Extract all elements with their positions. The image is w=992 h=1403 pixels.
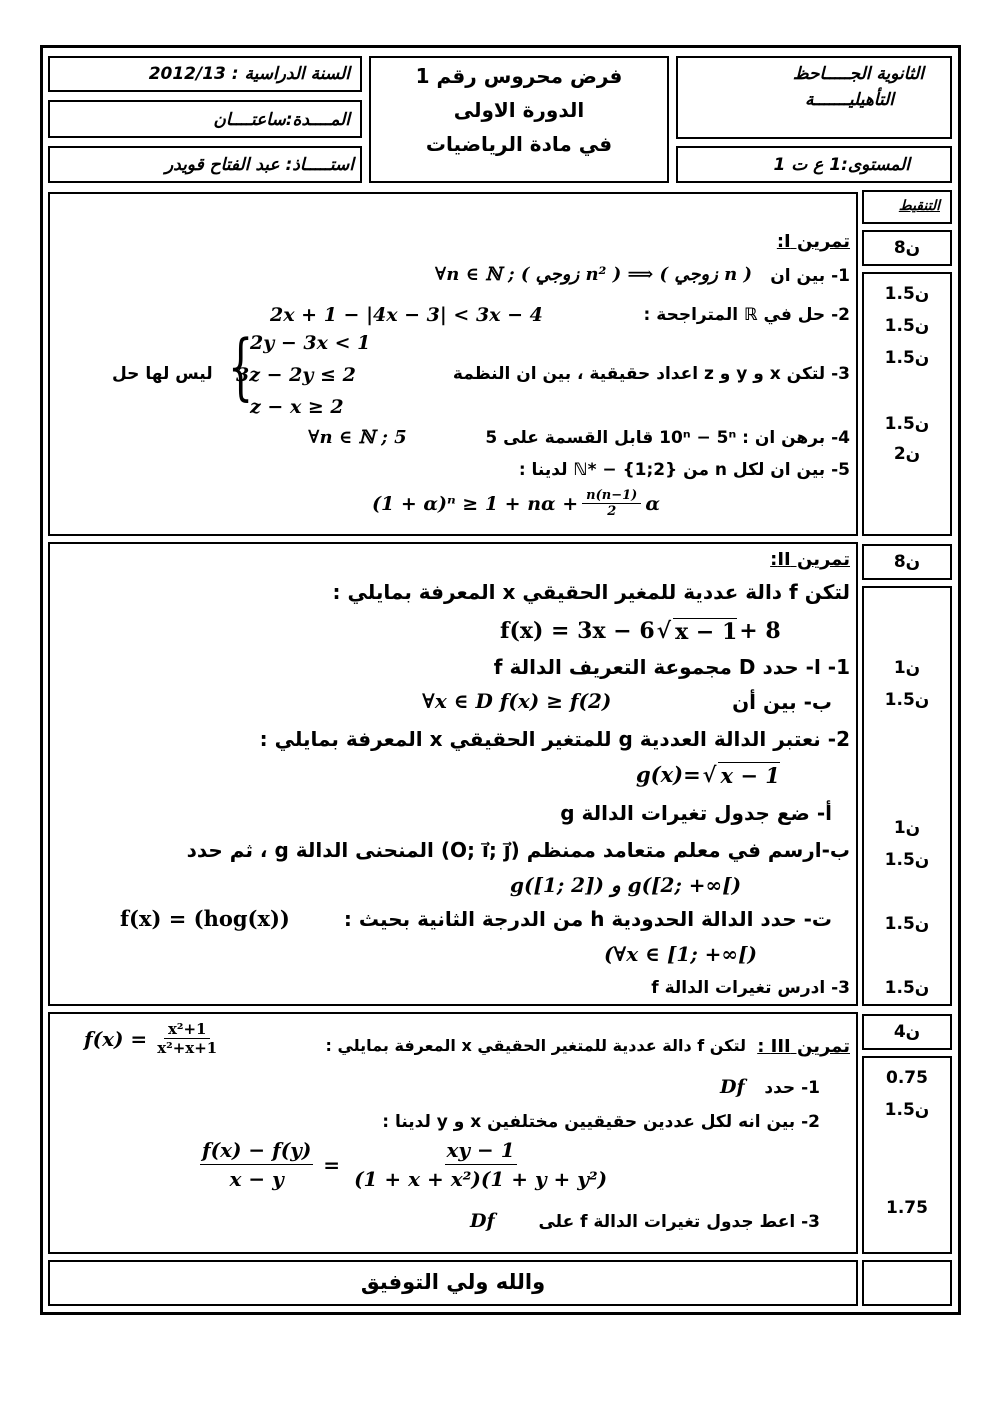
q3-2-text: 2- بين انه لكل عددين حقيقيين مختلفين x و y لدينا : [382, 1112, 820, 1132]
score-1-3: 1.5ن [884, 348, 930, 368]
duration: المــــدة:ساعتــــان [213, 110, 350, 130]
q1-5-numerator: n(n−1) [582, 488, 641, 504]
ex3-f-numerator: x²+1 [164, 1020, 211, 1039]
q1-1-text: 1- بين ان [770, 266, 850, 286]
q3-1-math: Df [720, 1076, 745, 1098]
year-box [48, 56, 362, 92]
g-def-lhs: g(x)= [636, 762, 701, 787]
level-box [676, 146, 952, 183]
ex3-f-definition [84, 1020, 221, 1057]
exercise-1-scores-box [862, 272, 952, 536]
ex3-identity [200, 1138, 611, 1191]
exercise-2-scores-box [862, 586, 952, 1006]
q3-1-text: 1- حدد [764, 1078, 820, 1098]
score-2-4: 1.5ن [884, 850, 930, 870]
q1-4-math: ∀n ∈ ℕ ; 5 [308, 427, 407, 448]
ex3-lhs-fraction [200, 1138, 313, 1191]
ex3-lhs-denominator: x − y [229, 1167, 284, 1191]
q2-2c: ت- حدد الدالة الحدودية h من الدرجة الثانية بحيث : [343, 907, 832, 931]
exercise-3-scores-box [862, 1056, 952, 1254]
teacher-box [48, 146, 362, 183]
ex3-f-lhs: f(x) = [84, 1026, 148, 1051]
q2-1a: 1- ا- حدد D مجموعة التعريف الدالة f [493, 655, 850, 679]
exercise-2-total: 8ن [893, 552, 921, 572]
q2-3: 3- ادرس تغيرات الدالة f [651, 978, 850, 998]
ex3-rhs-numerator: xy − 1 [445, 1138, 517, 1165]
q1-4-text: 4- برهن ان : 10ⁿ − 5ⁿ قابل القسمة على 5 [485, 428, 850, 448]
ex3-rhs-fraction [350, 1138, 611, 1191]
score-3-3: 1.75 [886, 1198, 928, 1218]
ex3-f-denominator: x²+x+1 [157, 1039, 218, 1057]
ex3-f-fraction [153, 1020, 221, 1057]
exercise-3-intro: لتكن f دالة عددية للمتغير الحقيقي x المعرفة بمايلي : [325, 1036, 746, 1055]
title-box [369, 56, 669, 183]
grading-label: التنقيط [898, 198, 940, 214]
system-eq-2: 3z − 2y ≤ 2 [236, 364, 356, 386]
equals-sign: = [323, 1152, 341, 1177]
score-1-4: 1.5ن [884, 414, 930, 434]
q1-5-rhs: α [645, 492, 660, 515]
q3-3-math: Df [470, 1210, 495, 1232]
q3-3-text: 3- اعط جدول تغيرات الدالة f على [538, 1212, 820, 1232]
grading-label-box [862, 190, 952, 224]
g-definition [636, 762, 780, 788]
sqrt-sign: √ [656, 618, 672, 644]
q1-2-text: 2- حل في ℝ المتراجحة : [643, 305, 850, 325]
ex3-rhs-denominator: (1 + x + x²)(1 + y + y²) [354, 1167, 608, 1191]
q2-1b-text: ب- بين أن [732, 690, 832, 714]
q2-2b-math: g([1; 2]) و g([2; +∞[) [510, 873, 742, 897]
footer-score-box [862, 1260, 952, 1306]
school-name: الثانوية الجـــــاحظ [792, 64, 924, 84]
f-definition [500, 618, 781, 645]
score-2-2: 1.5ن [884, 690, 930, 710]
exercise-2-title: تمرين II: [770, 549, 850, 570]
score-1-5: 2ن [893, 444, 921, 464]
q1-5-inequality [372, 488, 660, 519]
exam-subject: في مادة الرياضيات [425, 132, 613, 156]
f-def-rhs: + 8 [739, 618, 781, 644]
score-1-2: 1.5ن [884, 316, 930, 336]
q1-5-lhs: (1 + α)ⁿ ≥ 1 + nα + [372, 492, 579, 515]
q2-2: 2- نعتبر الدالة العددية g للمتغير الحقيقي x المعرفة بمايلي : [259, 727, 850, 751]
exercise-2-intro: لتكن f دالة عددية للمغير الحقيقي x المعرفة بمايلي : [332, 580, 850, 604]
exercise-3-total-box [862, 1014, 952, 1050]
q1-2-math: 2x + 1 − |4x − 3| < 3x − 4 [270, 304, 543, 326]
f-def-lhs: f(x) = 3x − 6 [500, 618, 655, 644]
q1-1-math: ∀n ∈ ℕ ; ( زوجي n² ) ⟹ ( زوجي n ) [434, 264, 752, 285]
exercise-1-title: تمرين I: [776, 231, 850, 252]
q1-3-text: 3- لتكن x و y و z اعداد حقيقية ، بين ان النظمة [452, 364, 850, 384]
score-3-1: 0.75 [886, 1068, 928, 1088]
footer-box [48, 1260, 858, 1306]
q2-2a: أ- ضع جدول تغيرات الدالة g [560, 801, 832, 825]
closing-note: والله ولي التوفيق [360, 1270, 546, 1294]
exercise-1-total: 8ن [893, 238, 921, 258]
q1-5-fraction [582, 488, 641, 519]
f-def-sqrt: x − 1 [675, 619, 738, 645]
exercise-3-total: 4ن [893, 1022, 921, 1042]
sqrt-sign-g: √ [702, 762, 717, 787]
exam-session: الدورة الاولى [453, 98, 585, 122]
exercise-1-total-box [862, 230, 952, 266]
teacher: استـــــاذ: عبد الفتاح قويدر [164, 155, 354, 175]
exam-title: فرض محروس رقم 1 [415, 64, 623, 88]
duration-box [48, 100, 362, 138]
score-2-6: 1.5ن [884, 978, 930, 998]
exercise-3-title: تمرين III : [757, 1036, 850, 1057]
school-box [676, 56, 952, 139]
score-2-3: 1ن [893, 818, 921, 838]
school-year: السنة الدراسية : 2012/13 [148, 64, 350, 84]
score-2-5: 1.5ن [884, 914, 930, 934]
system-brace: { [228, 324, 254, 408]
q2-2c-condition: (∀x ∈ [1; +∞[) [604, 942, 758, 966]
score-2-1: 1ن [893, 658, 921, 678]
q2-2c-math: f(x) = (hog(x)) [120, 906, 290, 931]
ex3-lhs-numerator: f(x) − f(y) [200, 1138, 313, 1165]
score-1-1: 1.5ن [884, 284, 930, 304]
level: المستوى:1 ع ت 1 [773, 155, 910, 175]
system-eq-3: z − x ≥ 2 [250, 396, 344, 418]
q2-2b: ب-ارسم في معلم متعامد ممنظم (O; i⃗; j⃗) المنحنى الدالة g ، ثم حدد [186, 838, 850, 862]
q2-1b-math: ∀x ∈ D f(x) ≥ f(2) [422, 689, 612, 713]
system-eq-1: 2y − 3x < 1 [250, 332, 371, 354]
school-type: التأهيليـــــــة [804, 90, 894, 110]
exercise-2-total-box [862, 544, 952, 580]
g-def-sqrt: x − 1 [720, 763, 780, 788]
q1-5-text: 5- بين ان لكل n من ℕ* − {1;2} لدينا : [518, 460, 850, 480]
q1-5-denominator: 2 [607, 504, 617, 519]
q1-3-end: ليس لها حل [112, 364, 213, 384]
score-3-2: 1.5ن [884, 1100, 930, 1120]
